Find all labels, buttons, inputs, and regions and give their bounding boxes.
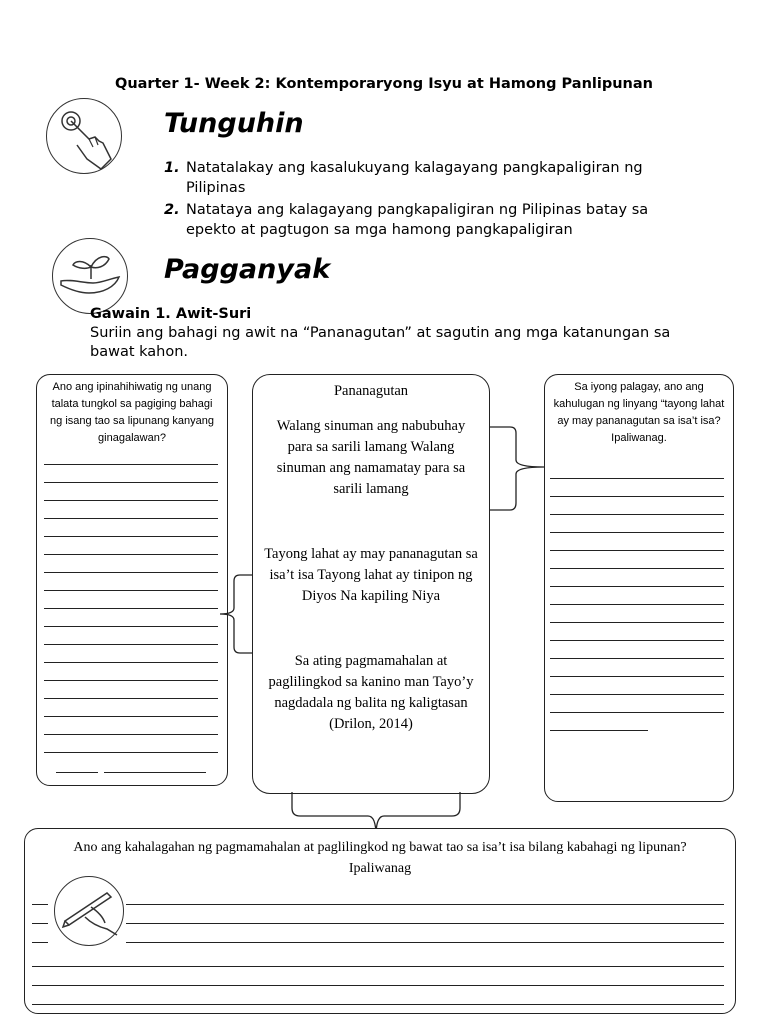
answer-line — [32, 923, 48, 924]
objective-number: 2. — [164, 202, 180, 218]
activity-title: Gawain 1. Awit-Suri — [90, 306, 252, 322]
song-title: Pananagutan — [333, 383, 409, 399]
right-box-question: Sa iyong palagay, ano ang kahulugan ng linyang “tayong lahat ay may pananagutan sa isa’t isa? Ipaliwanag. — [553, 381, 725, 444]
objective-text: Natatalakay ang kasalukuyang kalagayang pangkapaligiran ng Pilipinas — [186, 160, 643, 196]
objective-text: Natataya ang kalagayang pangkapaligiran ng Pilipinas batay sa epekto at pagtugon sa mga hamong pangkapaligiran — [186, 202, 649, 238]
song-stanza-2: Tayong lahat ay may pananagutan sa isa’t isa Tayong lahat ay tinipon ng Diyos Na kapiling Niya — [264, 546, 478, 604]
answer-line — [32, 985, 724, 986]
answer-line — [32, 1004, 724, 1005]
page-header: Quarter 1- Week 2: Kontemporaryong Isyu at Hamong Panlipunan — [115, 76, 653, 92]
left-box-question: Ano ang ipinahihiwatig ng unang talata tungkol sa pagiging bahagi ng isang tao sa lipunang kanyang ginagalawan? — [50, 381, 214, 444]
answer-line — [32, 904, 48, 905]
answer-line — [32, 966, 724, 967]
activity-instruction: Suriin ang bahagi ng awit na “Pananagutan” at sagutin ang mga katanungan sa bawat kahon. — [90, 325, 671, 360]
song-stanza-3: Sa ating pagmamahalan at paglilingkod sa kanino man Tayo’y nagdadala ng balita ng kaligtasan (Drilon, 2014) — [268, 653, 474, 732]
pagganyak-title: Pagganyak — [164, 254, 331, 285]
bottom-box-question: Ano ang kahalagahan ng pagmamahalan at paglilingkod ng bawat tao sa isa’t isa bilang kabahagi ng lipunan? Ipaliwanag — [73, 840, 687, 876]
answer-line — [32, 942, 48, 943]
answer-line — [126, 942, 724, 943]
hand-writing-icon — [54, 876, 124, 946]
answer-line — [126, 904, 724, 905]
objective-number: 1. — [164, 160, 180, 176]
bottom-answer-box[interactable] — [24, 828, 736, 1014]
song-stanza-1: Walang sinuman ang nabubuhay para sa sarili lamang Walang sinuman ang namamatay para sa sarili lamang — [276, 418, 466, 497]
tunguhin-title: Tunguhin — [164, 108, 304, 139]
answer-line — [126, 923, 724, 924]
